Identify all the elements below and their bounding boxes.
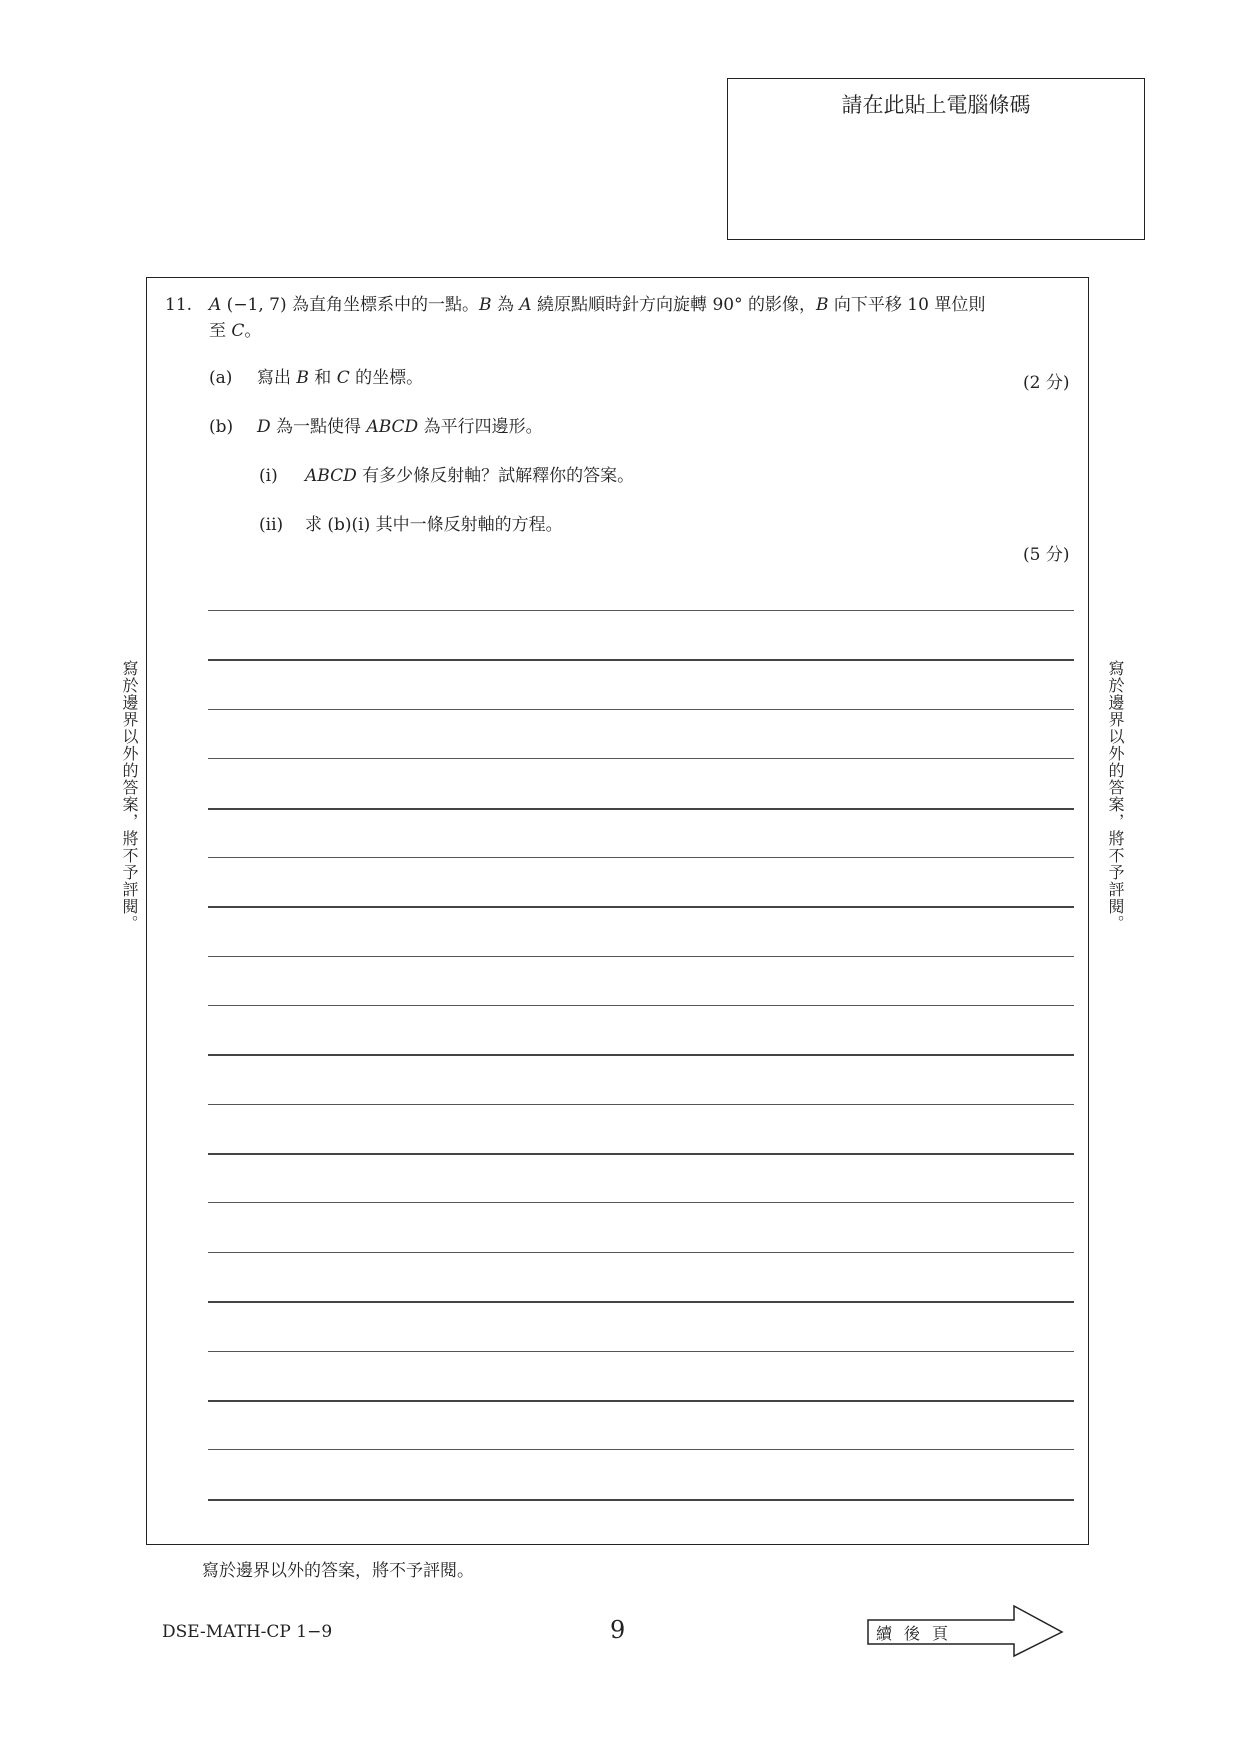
part-a-text: 寫出 B 和 C 的坐標。 [257, 368, 424, 388]
question-number: 11. [165, 295, 193, 315]
answer-line[interactable] [208, 1153, 1074, 1155]
paper-code: DSE-MATH-CP 1−9 [162, 1622, 333, 1642]
answer-line[interactable] [208, 758, 1074, 759]
barcode-label: 請在此貼上電腦條碼 [841, 93, 1031, 117]
part-a-label: (a) [209, 368, 233, 388]
part-b-label: (b) [209, 417, 234, 437]
answer-line[interactable] [208, 1252, 1074, 1253]
continue-label: 續後頁 [876, 1624, 961, 1643]
part-b-text: D 為一點使得 ABCD 為平行四邊形。 [257, 417, 543, 437]
part-bi-label: (i) [259, 466, 278, 486]
question-stem-line2: 至 C。 [209, 321, 262, 341]
answer-line[interactable] [208, 857, 1074, 858]
barcode-sticker-area [727, 78, 1145, 240]
answer-line[interactable] [208, 906, 1074, 908]
part-bii-label: (ii) [259, 515, 284, 535]
continue-arrow [866, 1604, 1066, 1658]
page-number: 9 [610, 1616, 626, 1644]
answer-line[interactable] [208, 1499, 1074, 1501]
part-bi-text: ABCD 有多少條反射軸？試解釋你的答案。 [305, 466, 635, 486]
answer-line[interactable] [208, 1400, 1074, 1402]
question-stem-line1: A (−1, 7) 為直角坐標系中的一點。B 為 A 繞原點順時針方向旋轉 90° 的影像，B 向下平移 10 單位則 [209, 295, 986, 315]
answer-line[interactable] [208, 1054, 1074, 1056]
answer-line[interactable] [208, 1351, 1074, 1352]
answer-line[interactable] [208, 1202, 1074, 1203]
answer-line[interactable] [208, 610, 1074, 611]
answer-line[interactable] [208, 709, 1074, 710]
answer-box [146, 277, 1089, 1545]
answer-line[interactable] [208, 1005, 1074, 1006]
answer-line[interactable] [208, 956, 1074, 957]
left-margin-note: 寫於邊界以外的答案，將不予評閱。 [120, 660, 139, 932]
right-margin-note: 寫於邊界以外的答案，將不予評閱。 [1106, 660, 1125, 932]
part-a-marks: (2 分) [1023, 373, 1070, 393]
part-b-marks: (5 分) [1023, 545, 1070, 565]
bottom-margin-note: 寫於邊界以外的答案，將不予評閱。 [202, 1561, 474, 1581]
part-bii-text: 求 (b)(i) 其中一條反射軸的方程。 [305, 515, 563, 535]
answer-line[interactable] [208, 808, 1074, 810]
answer-line[interactable] [208, 1104, 1074, 1105]
answer-line[interactable] [208, 1449, 1074, 1450]
answer-line[interactable] [208, 659, 1074, 661]
answer-line[interactable] [208, 1301, 1074, 1303]
